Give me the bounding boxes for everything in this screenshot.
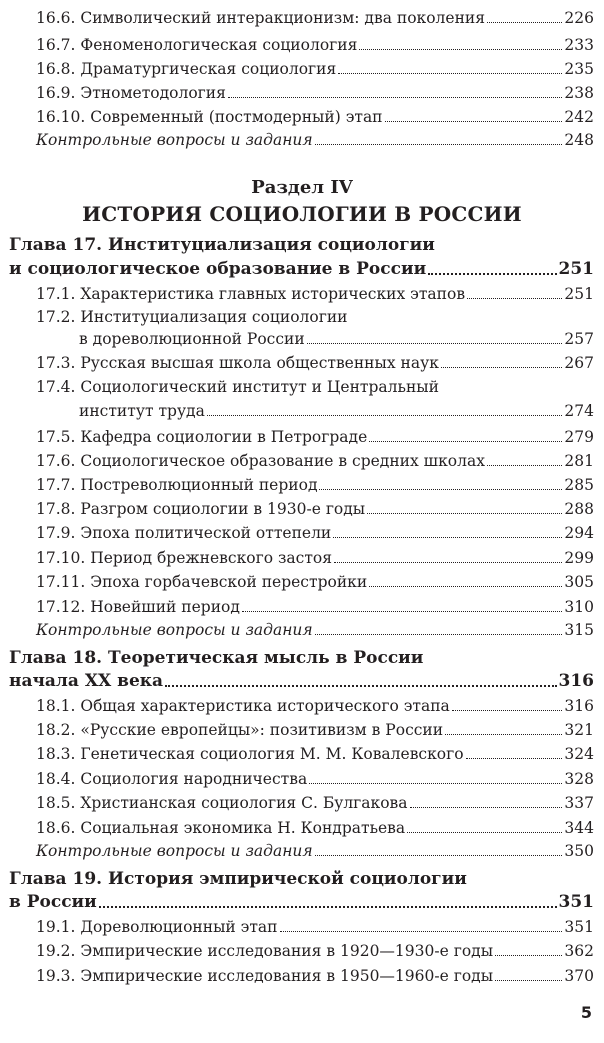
- entry-page: 294: [564, 524, 594, 542]
- entry-label: 18.1. Общая характеристика исторического этапа: [36, 697, 450, 715]
- toc-entry: [36, 768, 594, 790]
- dot-leader: [495, 980, 562, 981]
- dot-leader: [466, 758, 563, 759]
- entry-label: 17.11. Эпоха горбачевской перестройки: [36, 573, 368, 591]
- entry-page: 344: [564, 819, 594, 837]
- chapter-heading-line2: [9, 891, 594, 913]
- toc-entry: [36, 571, 594, 593]
- entry-page: 305: [564, 573, 594, 591]
- entry-page: 310: [564, 598, 594, 616]
- dot-leader: [315, 634, 563, 635]
- entry-page: 350: [564, 842, 594, 860]
- dot-leader: [333, 537, 562, 538]
- dot-leader: [385, 121, 563, 122]
- toc-entry: [36, 547, 594, 569]
- toc-entry-questions: [36, 129, 594, 151]
- dot-leader: [445, 734, 562, 735]
- entry-page: 251: [564, 285, 594, 303]
- entry-label: 17.9. Эпоха политической оттепели: [36, 524, 332, 542]
- toc-entry: [36, 719, 594, 741]
- toc-entry-first-line: 17.4. Социологический институт и Центральный: [36, 378, 439, 396]
- entry-page: 226: [564, 9, 594, 27]
- dot-leader: [410, 807, 563, 808]
- dot-leader: [315, 144, 563, 145]
- entry-page: 316: [564, 697, 594, 715]
- entry-label: 17.10. Период брежневского застоя: [36, 549, 333, 567]
- entry-label: Контрольные вопросы и задания: [36, 131, 313, 149]
- toc-entry-first-line: 17.2. Институциализация социологии: [36, 308, 348, 326]
- dot-leader: [315, 855, 563, 856]
- dot-leader: [367, 513, 562, 514]
- toc-entry: [36, 695, 594, 717]
- dot-leader: [495, 955, 562, 956]
- dot-leader: [307, 343, 563, 344]
- toc-entry: [36, 965, 594, 987]
- entry-label: 16.8. Драматургическая социология: [36, 60, 337, 78]
- dot-leader: [407, 832, 562, 833]
- chapter-heading-line1: Глава 17. Институциализация социологии: [9, 235, 435, 255]
- entry-page: 285: [564, 476, 594, 494]
- toc-entry-questions: [36, 840, 594, 862]
- dot-leader: [309, 783, 562, 784]
- entry-page: 370: [564, 967, 594, 985]
- entry-page: 238: [564, 84, 594, 102]
- toc-entry: [36, 58, 594, 80]
- entry-page: 267: [564, 354, 594, 372]
- entry-label: 17.6. Социологическое образование в средних школах: [36, 452, 485, 470]
- entry-page: 279: [564, 428, 594, 446]
- dot-leader: [242, 611, 562, 612]
- dot-leader: [467, 298, 562, 299]
- entry-page: 288: [564, 500, 594, 518]
- entry-label: 16.10. Современный (постмодерный) этап: [36, 108, 383, 126]
- entry-label: 19.3. Эмпирические исследования в 1950—1960-е годы: [36, 967, 494, 985]
- chapter-label: начала XX века: [9, 671, 164, 691]
- dot-leader: [359, 49, 562, 50]
- entry-page: 315: [564, 621, 594, 639]
- toc-entry: [36, 283, 594, 305]
- entry-page: 233: [564, 36, 594, 54]
- chapter-heading-line2: [9, 670, 594, 692]
- dot-leader: [280, 931, 563, 932]
- dot-leader: [487, 22, 562, 23]
- dot-leader: [207, 415, 563, 416]
- entry-page: 299: [564, 549, 594, 567]
- entry-page: 324: [564, 745, 594, 763]
- entry-page: 274: [564, 402, 594, 420]
- entry-label: 16.7. Феноменологическая социология: [36, 36, 358, 54]
- dot-leader: [487, 465, 562, 466]
- entry-label: 19.1. Дореволюционный этап: [36, 918, 278, 936]
- dot-leader: [452, 710, 563, 711]
- toc-entry: [36, 596, 594, 618]
- entry-page: 281: [564, 452, 594, 470]
- entry-page: 351: [564, 918, 594, 936]
- dot-leader: [99, 906, 557, 908]
- chapter-label: и социологическое образование в России: [9, 259, 427, 279]
- chapter-heading-line1: Глава 19. История эмпирической социологии: [9, 869, 467, 889]
- entry-label: 17.1. Характеристика главных исторических этапов: [36, 285, 466, 303]
- entry-page: 337: [564, 794, 594, 812]
- toc-entry: [36, 34, 594, 56]
- entry-label: 16.9. Этнометодология: [36, 84, 226, 102]
- section-title: ИСТОРИЯ СОЦИОЛОГИИ В РОССИИ: [82, 202, 522, 226]
- entry-label: Контрольные вопросы и задания: [36, 621, 313, 639]
- entry-label: 17.7. Постреволюционный период: [36, 476, 318, 494]
- entry-page: 328: [564, 770, 594, 788]
- toc-entry: [36, 817, 594, 839]
- toc-entry: [36, 426, 594, 448]
- entry-page: 248: [564, 131, 594, 149]
- dot-leader: [428, 273, 556, 275]
- entry-label: 17.3. Русская высшая школа общественных наук: [36, 354, 439, 372]
- chapter-heading-line2: [9, 258, 594, 280]
- toc-entry: [36, 743, 594, 765]
- entry-label: 18.3. Генетическая социология М. М. Ковалевского: [36, 745, 464, 763]
- entry-label: 18.5. Христианская социология С. Булгакова: [36, 794, 408, 812]
- dot-leader: [338, 73, 562, 74]
- dot-leader: [369, 586, 562, 587]
- entry-label: Контрольные вопросы и задания: [36, 842, 313, 860]
- toc-entry: [36, 82, 594, 104]
- entry-label: 17.8. Разгром социологии в 1930-е годы: [36, 500, 366, 518]
- entry-label: 17.12. Новейший период: [36, 598, 240, 616]
- entry-label: 18.4. Социология народничества: [36, 770, 308, 788]
- entry-label: 18.2. «Русские европейцы»: позитивизм в России: [36, 721, 444, 739]
- chapter-page: 251: [558, 259, 594, 279]
- dot-leader: [369, 441, 562, 442]
- toc-entry: [36, 916, 594, 938]
- toc-entry: [36, 522, 594, 544]
- entry-page: 242: [564, 108, 594, 126]
- entry-label: институт труда: [79, 402, 205, 420]
- dot-leader: [319, 489, 562, 490]
- chapter-page: 316: [558, 671, 594, 691]
- toc-entry: [36, 352, 594, 374]
- entry-page: 235: [564, 60, 594, 78]
- entry-label: 19.2. Эмпирические исследования в 1920—1930-е годы: [36, 942, 494, 960]
- entry-page: 257: [564, 330, 594, 348]
- chapter-page: 351: [558, 892, 594, 912]
- toc-entry: [36, 450, 594, 472]
- chapter-label: в России: [9, 892, 97, 912]
- entry-label: в дореволюционной России: [79, 330, 305, 348]
- dot-leader: [165, 685, 556, 687]
- toc-entry: [79, 328, 594, 350]
- toc-entry-questions: [36, 619, 594, 641]
- entry-label: 18.6. Социальная экономика Н. Кондратьева: [36, 819, 406, 837]
- section-number: Раздел IV: [251, 177, 353, 198]
- toc-entry: [79, 400, 594, 422]
- entry-label: 17.5. Кафедра социологии в Петрограде: [36, 428, 368, 446]
- toc-entry: [36, 940, 594, 962]
- entry-page: 362: [564, 942, 594, 960]
- dot-leader: [334, 562, 562, 563]
- toc-entry: [36, 7, 594, 29]
- toc-entry: [36, 498, 594, 520]
- dot-leader: [441, 367, 563, 368]
- page-number: 5: [580, 1003, 592, 1022]
- toc-entry: [36, 792, 594, 814]
- entry-page: 321: [564, 721, 594, 739]
- chapter-heading-line1: Глава 18. Теоретическая мысль в России: [9, 648, 424, 668]
- entry-label: 16.6. Символический интеракционизм: два поколения: [36, 9, 486, 27]
- toc-entry: [36, 474, 594, 496]
- dot-leader: [228, 97, 563, 98]
- toc-entry: [36, 106, 594, 128]
